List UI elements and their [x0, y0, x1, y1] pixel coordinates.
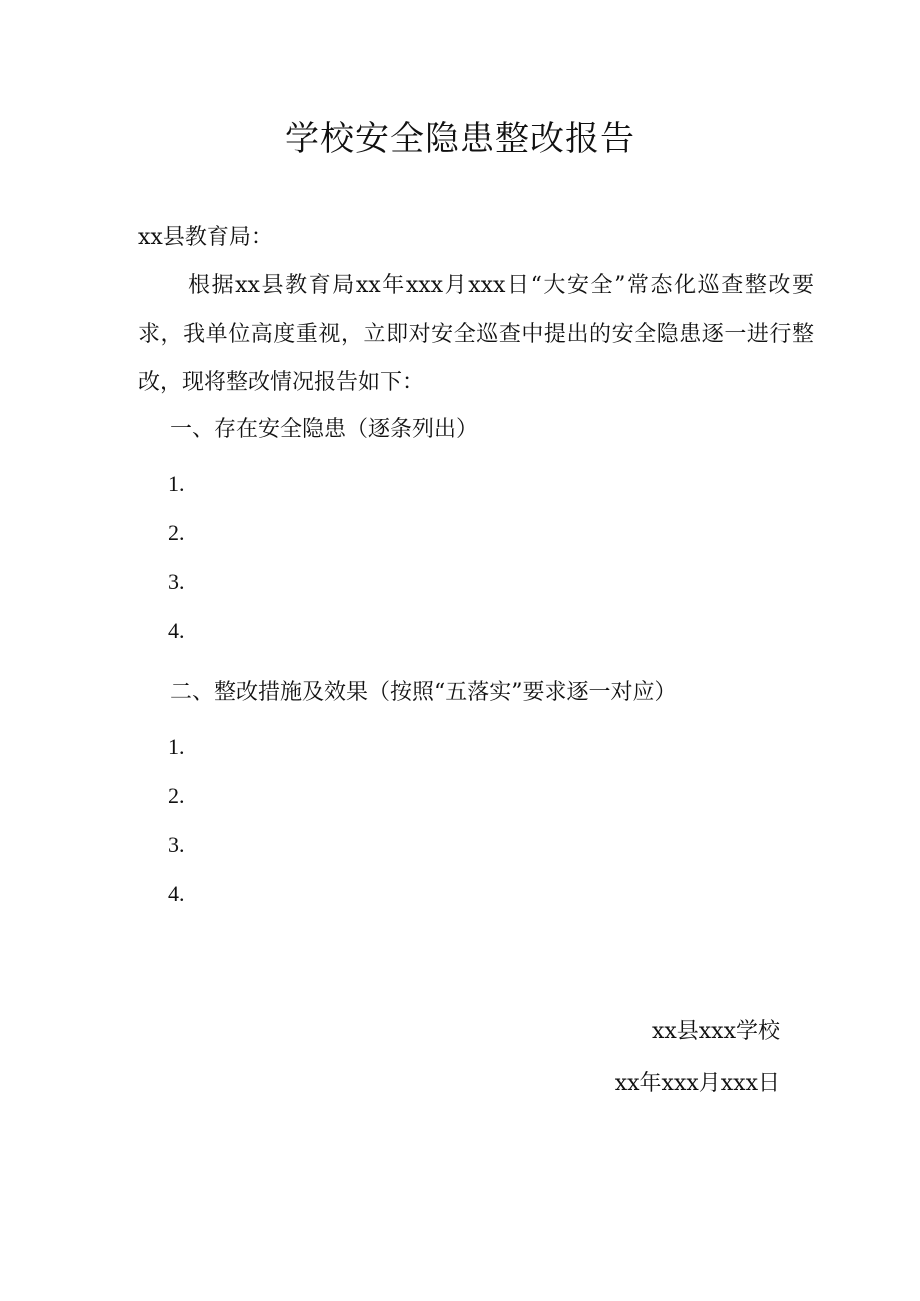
section-2-heading: 二、整改措施及效果（按照“五落实”要求逐一对应）	[170, 680, 677, 705]
list-item: 3.	[168, 832, 185, 857]
section-1-heading: 一、存在安全隐患（逐条列出）	[170, 417, 479, 442]
list-item: 1.	[168, 734, 185, 759]
body-paragraph: 根据xx县教育局xx年xxx月xxx日“大安全”常态化巡查整改要求，我单位高度重视，立即对安全巡查中提出的安全隐患逐一进行整改，现将整改情况报告如下：	[138, 273, 814, 395]
document-title: 学校安全隐患整改报告	[285, 119, 635, 159]
signature-date: xx年xxx月xxx日	[614, 1071, 780, 1096]
signature-organization: xx县xxx学校	[651, 1019, 780, 1044]
list-item: 3.	[168, 569, 185, 594]
list-item: 4.	[168, 618, 185, 643]
salutation: xx县教育局：	[138, 225, 273, 250]
list-item: 2.	[168, 520, 185, 545]
section-1-list	[168, 464, 185, 660]
list-item: 1.	[168, 471, 185, 496]
list-item: 4.	[168, 881, 185, 906]
list-item: 2.	[168, 783, 185, 808]
section-2-list	[168, 727, 185, 923]
